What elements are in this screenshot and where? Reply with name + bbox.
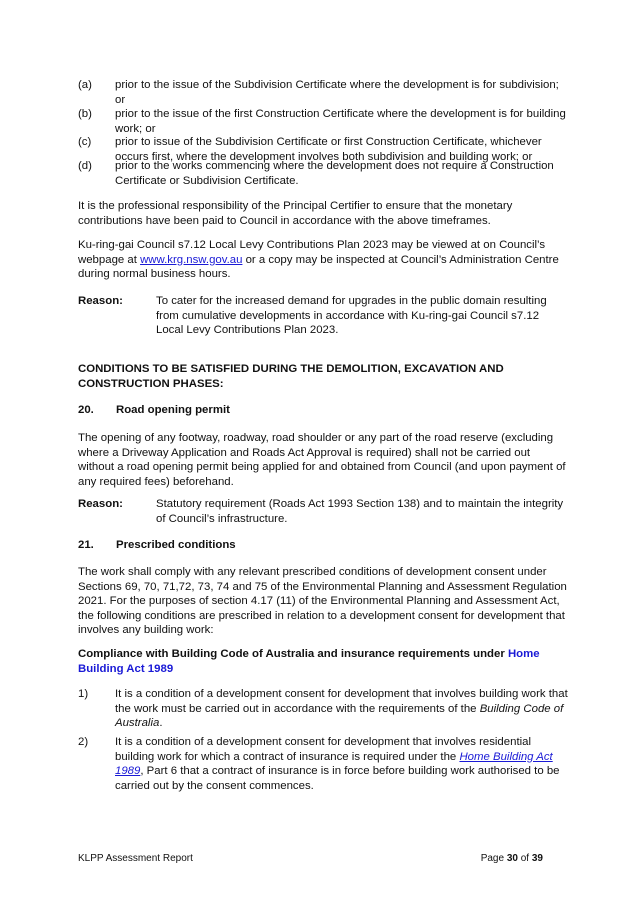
- page-current: 30: [506, 853, 518, 864]
- list-text-before: It is a condition of a development consent for development that involves residential building work for which a contract of insurance is required under the: [115, 736, 532, 763]
- list-label: (d): [78, 160, 92, 172]
- page-total: 39: [531, 853, 543, 864]
- list-item-b: [78, 107, 568, 136]
- compliance-heading-text: Compliance with Building Code of Australia and insurance requirements under: [78, 648, 508, 660]
- reason-block-2: [78, 497, 568, 526]
- condition-title: Road opening permit: [116, 404, 230, 416]
- list-label: 2): [78, 736, 89, 748]
- section-heading: CONDITIONS TO BE SATISFIED DURING THE DEMOLITION, EXCAVATION AND CONSTRUCTION PHASES:: [78, 363, 504, 390]
- page-of: of: [517, 853, 532, 864]
- reason-block-1: [78, 294, 568, 338]
- building-code-reference: Building Code of Australia: [115, 702, 564, 729]
- council-website-link[interactable]: www.krg.nsw.gov.au: [140, 253, 243, 266]
- list-text: [115, 687, 568, 731]
- condition-number: 21.: [78, 539, 94, 551]
- webpage-text-after: or a copy may be inspected at Council’s Administration Centre during normal business hours.: [78, 253, 559, 280]
- list-text-after: .: [159, 717, 163, 729]
- list-text: prior to the works commencing where the development does not require a Construction Certificate or Subdivision Certificate.: [115, 160, 554, 187]
- list-text-after: , Part 6 that a contract of insurance is in force before building work authorised to be carried out by the consent commences.: [115, 765, 560, 792]
- reason-label: Reason:: [78, 295, 123, 307]
- reason-label: Reason:: [78, 498, 123, 510]
- list-text: prior to issue of the Subdivision Certificate or first Construction Certificate, whichever occurs first, where the development involves both subdivision and building work; or: [115, 136, 542, 163]
- footer-report-title: KLPP Assessment Report: [78, 853, 193, 864]
- list-text: prior to the issue of the first Construction Certificate where the development is for building work; or: [115, 108, 566, 135]
- list-text: [115, 735, 568, 793]
- list-item-a: [78, 78, 568, 107]
- home-building-act-heading-link[interactable]: Home Building Act 1989: [78, 648, 540, 675]
- footer-page-number: [481, 853, 543, 865]
- list-label: 1): [78, 688, 89, 700]
- reason-text: To cater for the increased demand for upgrades in the public domain resulting from cumulative developments in accordance with Ku-ring-gai Council s7.12 Local Levy Contributions Plan 2023.: [156, 295, 547, 336]
- list-item-1: [78, 687, 568, 731]
- list-label: (a): [78, 79, 92, 91]
- home-building-act-link[interactable]: Home Building Act 1989: [115, 750, 553, 777]
- condition-21-text: The work shall comply with any relevant prescribed conditions of development consent under Sections 69, 70, 71,72, 73, 74 and 75 of the Environmental Planning and Assessment Regulation 2021. For the purposes of section 4.17 (11) of the Environmental Planning and Assessment Act, the following conditions are prescribed in relation to a development consent for development that involves any building work:: [78, 566, 567, 636]
- list-item-d: [78, 159, 568, 188]
- reason-text: Statutory requirement (Roads Act 1993 Section 138) and to maintain the integrity of Council’s infrastructure.: [156, 498, 564, 525]
- list-text-before: It is a condition of a development consent for development that involves building work that the work must be carried out in accordance with the requirements of the: [115, 688, 568, 715]
- webpage-text-before: Ku-ring-gai Council s7.12 Local Levy Contributions Plan 2023 may be viewed at on Council’s webpage at: [78, 239, 546, 266]
- list-label: (c): [78, 136, 92, 148]
- certifier-paragraph: It is the professional responsibility of the Principal Certifier to ensure that the monetary contributions have been paid to Council in accordance with the above timeframes.: [78, 200, 513, 227]
- webpage-paragraph: [78, 238, 568, 282]
- condition-20-text: The opening of any footway, roadway, road shoulder or any part of the road reserve (excluding where a Driveway Application and Roads Act Approval is required) shall not be carried out without a road opening permit being applied for and obtained from Council (and upon payment of any required fees) beforehand.: [78, 432, 566, 488]
- list-label: (b): [78, 108, 92, 120]
- page-prefix: Page: [480, 853, 507, 864]
- condition-title: Prescribed conditions: [116, 539, 236, 551]
- list-item-2: [78, 735, 568, 793]
- condition-20-heading: [78, 403, 230, 418]
- condition-21-heading: [78, 538, 236, 553]
- compliance-heading: [78, 647, 568, 676]
- condition-number: 20.: [78, 404, 94, 416]
- list-text: prior to the issue of the Subdivision Certificate where the development is for subdivision; or: [115, 79, 559, 106]
